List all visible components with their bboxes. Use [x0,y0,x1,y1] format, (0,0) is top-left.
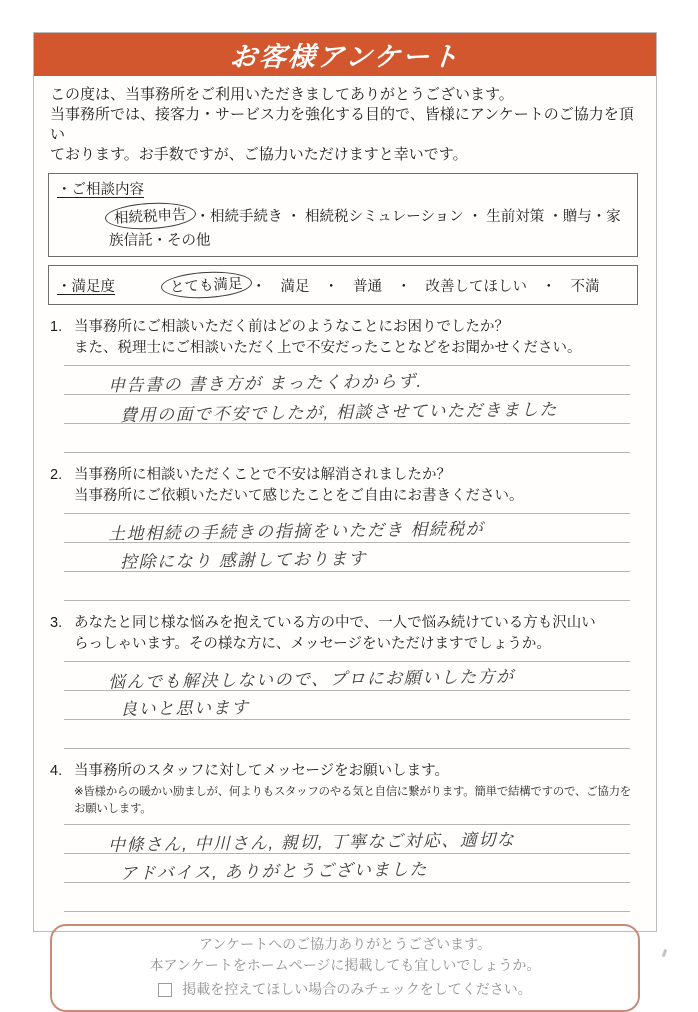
handwritten-answer-3-line-1: 悩んでも解決しないので、プロにお願いした方が [107,667,515,692]
intro-line-3: ております。お手数ですが、ご協力いただけますと幸いです。 [50,146,468,163]
consultation-label: ・ご相談内容 [57,182,144,198]
question-2-line-2: 当事務所にご依頼いただいて感じたことをご自由にお書きください。 [74,488,524,504]
selected-satisfaction-circle[interactable] [160,270,252,301]
question-1-line-2: また、税理士にご相談いただく上で不安だったことなどをお聞かせください。 [74,340,582,356]
handwritten-answer-2-line-2: 控除になり 感謝しております [119,549,367,572]
satisfaction-box [48,265,638,305]
satisfaction-label: ・満足度 [57,278,115,295]
handwritten-answer-1-line-2: 費用の面で不安でしたが, 相談させていただきました [119,399,559,426]
question-2 [50,465,640,507]
footer-line-1: アンケートへのご協力ありがとうございます。 [198,936,492,952]
question-3-number: 3. [50,615,63,631]
intro-line-2: 当事務所では、接客力・サービス力を強化する目的で、皆様にアンケートのご協力を頂い [50,106,634,143]
question-3-line-2: らっしゃいます。その様な方に、メッセージをいただけますでしょうか。 [74,636,551,652]
publish-optout-label: 掲載を控えてほしい場合のみチェックをしてください。 [182,981,532,997]
question-4-note: ※皆様からの暖かい励ましが、何よりもスタッフのやる気と自信に繋がります。簡単で結構ですので、ご協力をお願いします。 [74,786,631,815]
answer-area-4[interactable] [64,824,630,912]
satisfaction-other-options[interactable]: ・ 満足 ・ 普通 ・ 改善してほしい ・ 不満 [251,278,600,295]
handwritten-answer-1-line-1: 申告書の 書き方が まったくわからず. [107,371,423,396]
question-4-number: 4. [50,763,63,779]
satisfaction-selected-option[interactable]: とても満足 [169,276,243,296]
handwritten-answer-4-line-2: アドバイス, ありがとうございました [119,859,429,884]
handwritten-answer-3-line-2: 良いと思います [119,698,250,719]
answer-area-1[interactable] [64,365,630,453]
question-2-number: 2. [50,467,63,483]
form-title: お客様アンケート [228,42,462,72]
question-1-number: 1. [50,319,63,335]
intro-text [50,85,640,165]
footer-box [50,924,640,1012]
consultation-selected-option[interactable]: 相続税申告 [113,207,187,227]
intro-line-1: この度は、当事務所をご利用いただきましてありがとうございます。 [50,86,514,103]
handwritten-answer-2-line-1: 土地相続の手続きの指摘をいただき 相続税が [107,519,485,544]
survey-form [33,32,657,997]
answer-area-3[interactable] [64,661,630,749]
publish-optout-checkbox[interactable] [158,983,172,997]
question-2-line-1: 当事務所に相談いただくことで不安は解消されましたか？ [74,467,451,483]
answer-area-2[interactable] [64,513,630,601]
consultation-box [48,173,638,257]
question-3-line-1: あなたと同じ様な悩みを抱えている方の中で、一人で悩み続けている方も沢山い [74,615,596,631]
question-4 [50,761,640,818]
question-3 [50,613,640,655]
form-header [34,33,656,76]
scan-artifact [662,949,668,958]
handwritten-answer-4-line-1: 中條さん, 中川さん, 親切, 丁寧なご対応、適切な [107,830,516,855]
consultation-other-options[interactable]: ・相続手続き ・ 相続税シミュレーション ・ 生前対策 ・贈与・家族信託・その他 [109,209,621,249]
question-1 [50,317,640,359]
question-1-line-1: 当事務所にご相談いただく前はどのようなことにお困りでしたか？ [74,319,509,335]
footer-line-2: 本アンケートをホームページに掲載しても宜しいでしょうか。 [149,957,541,973]
selected-consultation-circle[interactable] [104,201,196,232]
question-4-line-1: 当事務所のスタッフに対してメッセージをお願いします。 [74,763,449,779]
